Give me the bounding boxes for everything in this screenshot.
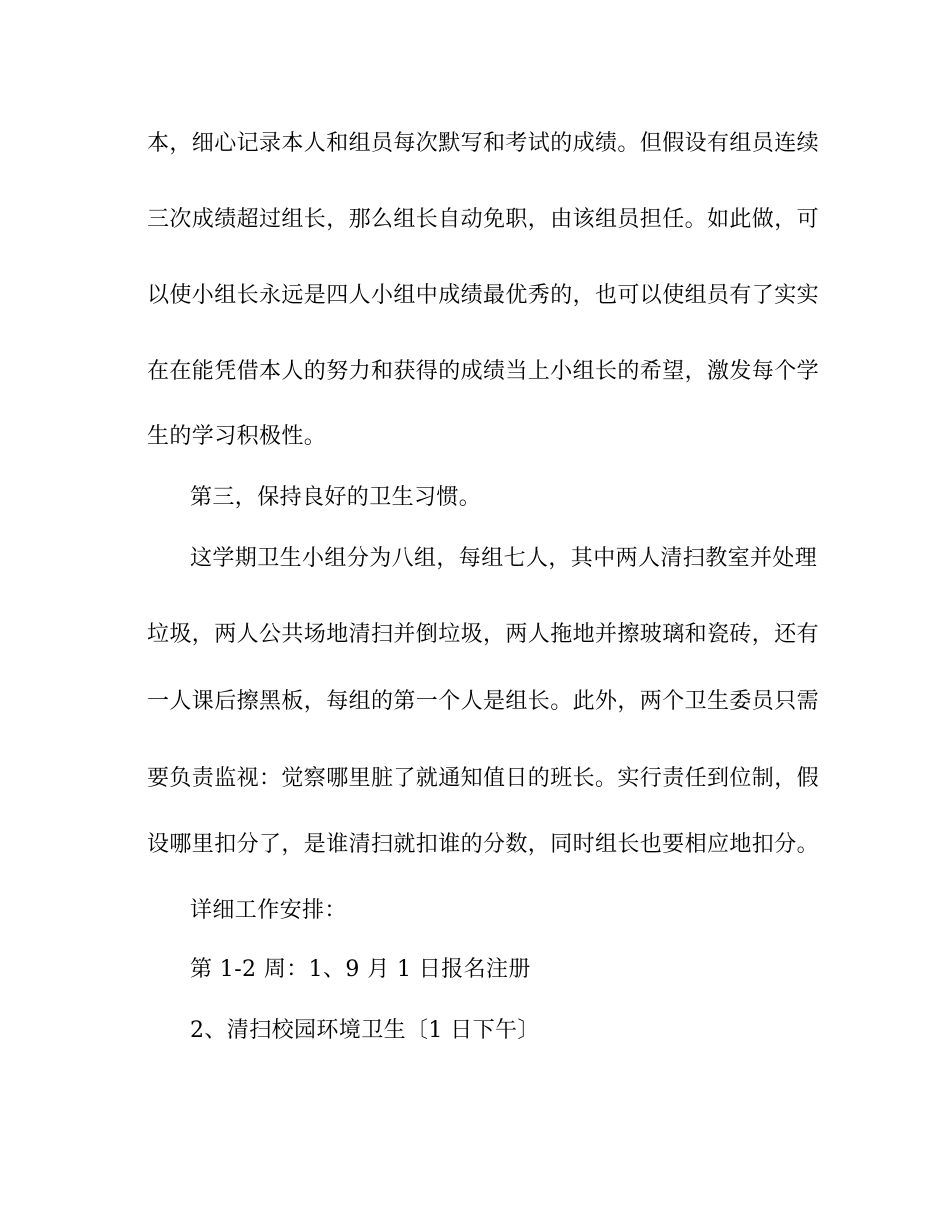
paragraph-line: 垃圾，两人公共场地清扫并倒垃圾，两人拖地并擦玻璃和瓷砖，还有 <box>147 622 820 647</box>
schedule-item: 2、清扫校园环境卫生〔1 日下午〕 <box>190 1018 540 1043</box>
paragraph-line: 以使小组长永远是四人小组中成绩最优秀的，也可以使组员有了实实 <box>147 283 820 308</box>
paragraph-line: 在在能凭借本人的努力和获得的成绩当上小组长的希望，激发每个学 <box>147 359 820 384</box>
paragraph-line: 生的学习积极性。 <box>147 424 327 449</box>
schedule-item: 第 1-2 周：1、9 月 1 日报名注册 <box>190 957 531 982</box>
paragraph-line: 一人课后擦黑板，每组的第一个人是组长。此外，两个卫生委员只需 <box>147 689 820 714</box>
paragraph-line: 三次成绩超过组长，那么组长自动免职，由该组员担任。如此做，可 <box>147 207 820 232</box>
schedule-heading: 详细工作安排： <box>190 898 347 923</box>
paragraph-line: 本，细心记录本人和组员每次默写和考试的成绩。但假设有组员连续 <box>147 131 820 156</box>
paragraph-line: 设哪里扣分了，是谁清扫就扣谁的分数，同时组长也要相应地扣分。 <box>147 832 820 857</box>
paragraph-line: 这学期卫生小组分为八组，每组七人，其中两人清扫教室并处理 <box>190 546 818 571</box>
paragraph-line: 要负责监视：觉察哪里脏了就通知值日的班长。实行责任到位制，假 <box>147 766 820 791</box>
section-heading: 第三，保持良好的卫生习惯。 <box>190 485 482 510</box>
